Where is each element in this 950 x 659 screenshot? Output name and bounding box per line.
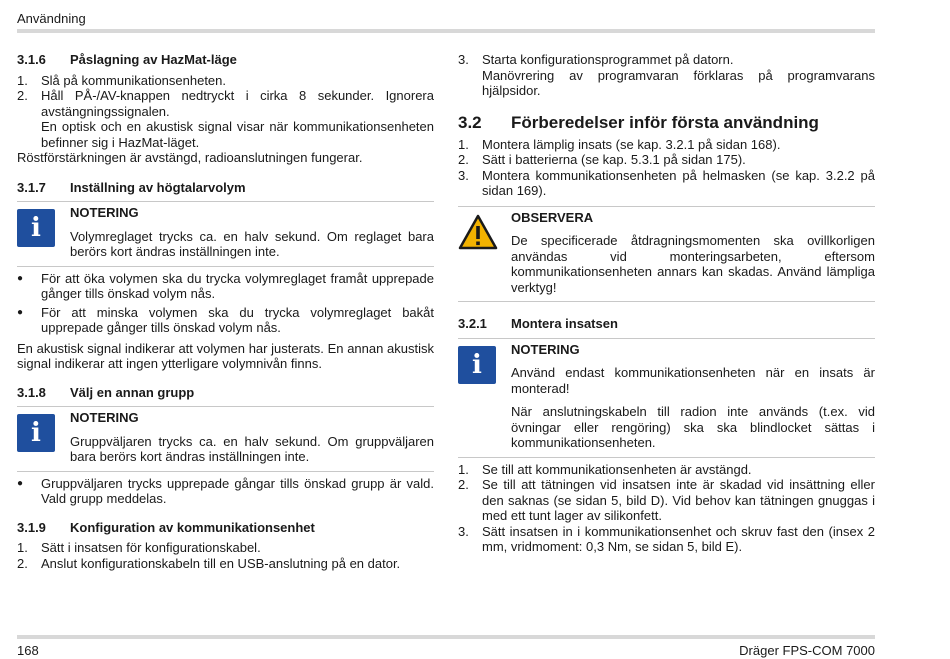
- right-column: [458, 52, 875, 555]
- section-heading-3-2-1: [458, 316, 875, 332]
- paragraph: Röstförstärkningen är avstängd, radioanslutningen fungerar.: [17, 150, 363, 165]
- list-item: [458, 524, 875, 555]
- steps-list: [17, 540, 434, 571]
- paragraph: En akustisk signal indikerar att volymen har justerats. En annan akustisk signal indikerar att ingen ytterligare volymnivån finns.: [17, 340, 434, 371]
- item-number: 3.: [458, 52, 469, 67]
- item-text: Anslut konfigurationskabeln till en USB-anslutning på en dator.: [41, 555, 401, 571]
- item-number: 3.: [458, 167, 469, 183]
- steps-list: [458, 137, 875, 199]
- item-number: 1.: [17, 540, 28, 555]
- warning-text: De specificerade åtdragningsmomenten ska ovillkorligen användas vid monteringsarbeten, eftersom kommunikationsenheten annars kan skadas. Använd lämpliga verktyg!: [511, 233, 875, 295]
- steps-list: [458, 462, 875, 555]
- item-text: För att öka volymen ska du trycka volymreglaget framåt upprepade gånger tills önskad volym nås.: [41, 270, 434, 301]
- item-text: Gruppväljaren trycks upprepade gångar tills önskad grupp är vald. Vald grupp meddelas.: [41, 475, 434, 506]
- list-item: [458, 462, 875, 478]
- section-number: 3.1.9: [17, 519, 46, 535]
- header-rule: [17, 29, 875, 33]
- note-text: När anslutningskabeln till radion inte används (t.ex. vid övningar eller rengöring) ska ska blindlocket sättas i kommunikationsenheten.: [511, 404, 875, 450]
- item-number: 2.: [458, 477, 469, 492]
- bullet-icon: ●: [17, 477, 24, 489]
- list-item: [17, 556, 434, 572]
- running-header: Användning: [17, 11, 86, 26]
- list-item: [17, 271, 434, 302]
- section-heading-3-1-8: [17, 385, 434, 401]
- section-title: Inställning av högtalarvolym: [70, 179, 246, 195]
- note-text: Volymreglaget trycks ca. en halv sekund. Om reglaget bara berörs kort ändras inställningen inte.: [70, 228, 434, 259]
- steps-list: [458, 52, 875, 99]
- item-number: 2.: [17, 555, 28, 571]
- page-number: 168: [17, 643, 39, 658]
- item-text: Sätt i batterierna (se kap. 5.3.1 på sidan 175).: [482, 152, 746, 167]
- bullet-icon: ●: [17, 306, 24, 318]
- information-icon: i: [17, 414, 55, 452]
- section-heading-3-1-6: [17, 52, 434, 68]
- section-title: Förberedelser inför första användning: [511, 112, 819, 132]
- item-continuation: En optisk och en akustisk signal visar när kommunikationsenheten befinner sig i HazMat-läget.: [41, 119, 434, 150]
- list-item: [458, 152, 875, 168]
- section-title: Konfiguration av kommunikationsenhet: [70, 519, 315, 535]
- note-box: [17, 406, 434, 472]
- list-item: [458, 168, 875, 199]
- note-label: NOTERING: [70, 410, 139, 425]
- list-item: [458, 52, 875, 68]
- item-number: 1.: [458, 136, 469, 152]
- warning-label: OBSERVERA: [511, 209, 594, 225]
- item-number: 2.: [458, 152, 469, 167]
- note-box: [17, 201, 434, 267]
- list-item: [17, 540, 434, 556]
- bullet-icon: ●: [17, 272, 24, 284]
- warning-icon: [458, 214, 498, 250]
- left-column: [17, 52, 434, 571]
- item-text: Montera lämplig insats (se kap. 3.2.1 på sidan 168).: [482, 136, 781, 152]
- list-item: [17, 88, 434, 119]
- item-text: För att minska volymen ska du trycka volymreglaget bakåt upprepade gånger tills önskad volym nås.: [41, 304, 434, 335]
- note-text: Gruppväljaren trycks ca. en halv sekund. Om gruppväljaren bara berörs kort ändras inställningen inte.: [70, 433, 434, 464]
- information-icon: i: [17, 209, 55, 247]
- list-item: [17, 476, 434, 507]
- item-text: Se till att tätningen vid insatsen inte är skadad vid insättning eller den saknas (se sidan 5, bild D). Vid behov kan tätningen gnuggas i med ett tunt lager av silikonfett.: [482, 477, 875, 523]
- note-label: NOTERING: [511, 341, 580, 357]
- item-text: Sätt i insatsen för konfigurationskabel.: [41, 540, 261, 555]
- section-number: 3.1.8: [17, 384, 46, 400]
- section-heading-3-1-9: [17, 520, 434, 536]
- footer-rule: [17, 635, 875, 639]
- note-box: [458, 338, 875, 458]
- section-number: 3.2.1: [458, 316, 487, 331]
- item-number: 1.: [17, 72, 28, 88]
- section-title: Välj en annan grupp: [70, 384, 195, 400]
- item-text: Håll PÅ-/AV-knappen nedtryckt i cirka 8 sekunder. Ignorera avstängningssignalen.: [41, 88, 434, 119]
- item-text: Sätt insatsen in i kommunikationsenhet och skruv fast den (insex 2 mm, vridmoment: 0,3 Nm, se sidan 5, bild E).: [482, 523, 875, 554]
- bullet-list: [17, 476, 434, 507]
- note-text: Använd endast kommunikationsenheten när en insats är monterad!: [511, 365, 875, 396]
- list-item: [17, 73, 434, 89]
- item-text: Montera kommunikationsenheten på helmasken (se kap. 3.2.2 på sidan 169).: [482, 167, 875, 198]
- section-number: 3.2: [458, 112, 482, 132]
- list-item: [458, 137, 875, 153]
- item-number: 1.: [458, 461, 469, 477]
- section-number: 3.1.6: [17, 52, 46, 67]
- product-name: Dräger FPS-COM 7000: [739, 643, 875, 658]
- section-heading-3-1-7: [17, 180, 434, 196]
- list-item: [17, 305, 434, 336]
- steps-list: [17, 73, 434, 151]
- item-text: Slå på kommunikationsenheten.: [41, 72, 227, 88]
- section-number: 3.1.7: [17, 179, 46, 195]
- section-title: Påslagning av HazMat-läge: [70, 52, 237, 67]
- section-title: Montera insatsen: [511, 316, 618, 331]
- information-icon: i: [458, 346, 496, 384]
- note-label: NOTERING: [70, 205, 139, 220]
- item-number: 3.: [458, 523, 469, 539]
- item-number: 2.: [17, 88, 28, 103]
- warning-box: [458, 206, 875, 303]
- section-heading-3-2: [458, 113, 875, 133]
- list-item: [458, 477, 875, 524]
- item-text: Se till att kommunikationsenheten är avstängd.: [482, 461, 752, 477]
- bullet-list: [17, 271, 434, 336]
- item-text: Starta konfigurationsprogrammet på datorn.: [482, 52, 734, 67]
- item-continuation: Manövrering av programvaran förklaras på programvarans hjälpsidor.: [482, 67, 875, 98]
